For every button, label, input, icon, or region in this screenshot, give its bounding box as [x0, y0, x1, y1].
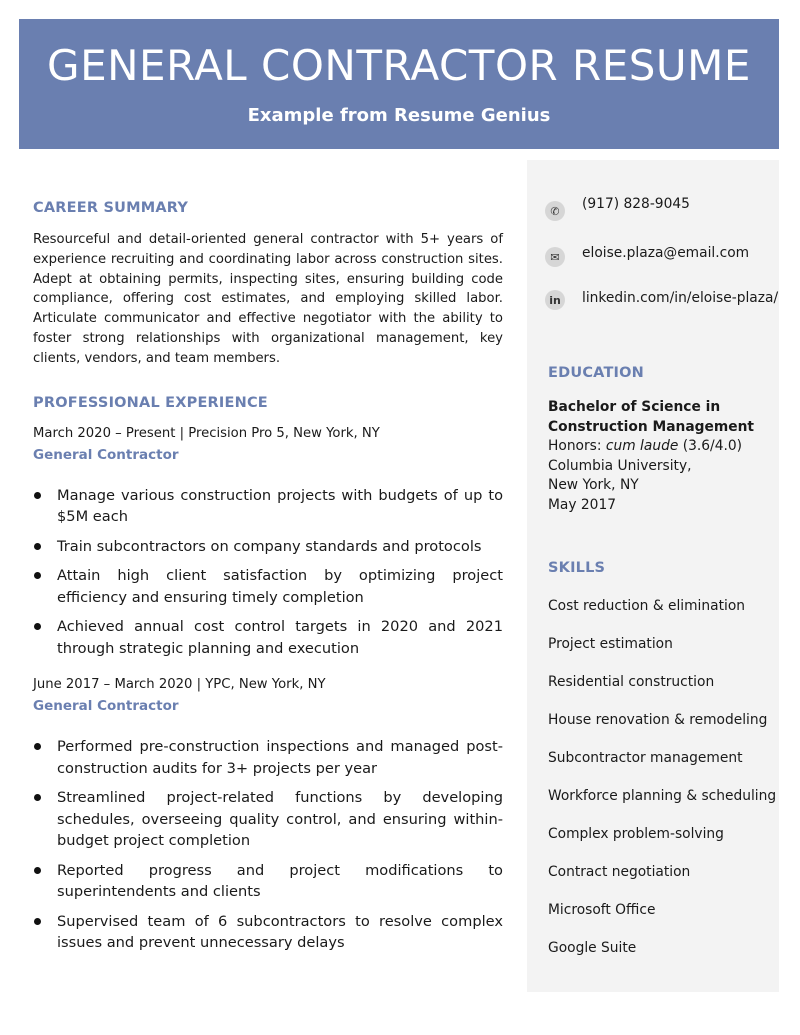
job-meta: March 2020 – Present | Precision Pro 5, New York, NY — [33, 425, 380, 441]
list-item: Manage various construction projects with budgets of up to $5M each — [33, 485, 503, 528]
school-name: Columbia University, — [548, 457, 692, 474]
page-subtitle: Example from Resume Genius — [247, 105, 551, 126]
job-title: General Contractor — [33, 446, 179, 463]
career-summary-text: Resourceful and detail-oriented general contractor with 5+ years of experience recruiting and coordinating labor across construction sites. Adept at obtaining permits, inspecting sites, ensuring building code compliance, offering cost estimates, and employing skilled labor. Articulate communicator and effective negotiator with the ability to foster strong relationships with organizational management, key clients, vendors, and team members. — [33, 232, 503, 366]
skill-item: Google Suite — [548, 940, 637, 956]
honors — [548, 437, 768, 457]
linkedin-link[interactable]: linkedin.com/in/eloise-plaza/ — [582, 290, 779, 306]
list-item: Performed pre-construction inspections and managed post-construction audits for 3+ projects per year — [33, 736, 503, 779]
degree-line: Construction Management — [548, 418, 755, 435]
skill-item: Subcontractor management — [548, 750, 743, 766]
main-column — [33, 200, 503, 962]
honors-label: Honors: — [548, 438, 606, 454]
skills-list — [548, 598, 776, 978]
list-item: Achieved annual cost control targets in 2020 and 2021 through strategic planning and execution — [33, 616, 503, 659]
phone-text: (917) 828-9045 — [582, 196, 690, 212]
skill-item: Workforce planning & scheduling — [548, 788, 777, 804]
list-item: Streamlined project-related functions by developing schedules, overseeing quality control, and ensuring within-budget project completion — [33, 787, 503, 852]
page-title: GENERAL CONTRACTOR RESUME — [47, 41, 751, 90]
career-summary-heading: CAREER SUMMARY — [33, 200, 189, 216]
job-bullets — [33, 736, 503, 954]
honors-value: cum laude — [605, 438, 679, 454]
email-icon: ✉ — [545, 247, 565, 267]
list-item: Reported progress and project modifications to superintendents and clients — [33, 860, 503, 903]
degree-line: Bachelor of Science in — [548, 399, 721, 415]
skill-item: Residential construction — [548, 674, 715, 690]
skills-heading: SKILLS — [548, 560, 606, 576]
job-title: General Contractor — [33, 698, 179, 715]
experience-heading: PROFESSIONAL EXPERIENCE — [33, 394, 268, 411]
skill-item: House renovation & remodeling — [548, 712, 768, 728]
skill-item: Project estimation — [548, 636, 673, 652]
header-banner — [19, 19, 779, 149]
graduation-date: May 2017 — [548, 496, 617, 513]
phone-icon: ✆ — [545, 201, 565, 221]
list-item: Supervised team of 6 subcontractors to resolve complex issues and prevent unnecessary delays — [33, 911, 503, 954]
linkedin-icon: in — [545, 290, 565, 310]
skill-item: Cost reduction & elimination — [548, 598, 746, 614]
degree-title — [548, 398, 768, 437]
job-entry — [33, 426, 503, 660]
skill-item: Complex problem-solving — [548, 826, 724, 842]
education-heading: EDUCATION — [548, 365, 645, 381]
honors-gpa: (3.6/4.0) — [678, 438, 743, 454]
education-entry — [548, 398, 768, 515]
list-item: Attain high client satisfaction by optimizing project efficiency and ensuring timely completion — [33, 565, 503, 608]
job-meta: June 2017 – March 2020 | YPC, New York, NY — [33, 677, 326, 693]
job-entry — [33, 677, 503, 954]
skill-item: Contract negotiation — [548, 864, 691, 880]
school-location: New York, NY — [548, 477, 639, 493]
job-bullets — [33, 485, 503, 660]
skill-item: Microsoft Office — [548, 902, 656, 918]
email-link[interactable]: eloise.plaza@email.com — [582, 245, 750, 261]
list-item: Train subcontractors on company standards and protocols — [33, 536, 503, 558]
